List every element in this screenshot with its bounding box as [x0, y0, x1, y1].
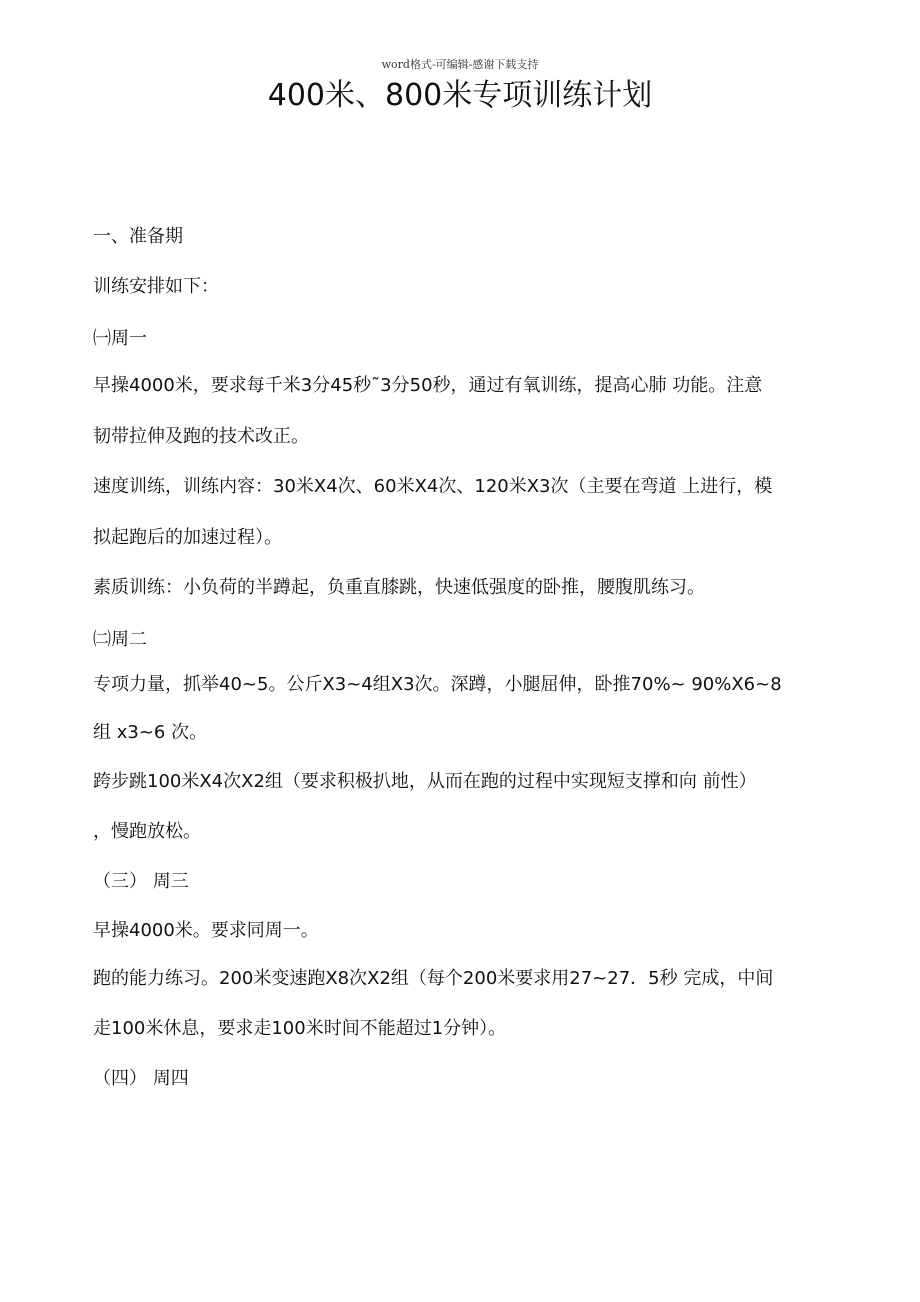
paragraph-line: 速度训练，训练内容：30米X4次、60米X4次、120米X3次（主要在弯道 上进行，模: [93, 476, 773, 497]
paragraph-line: 训练安排如下：: [93, 276, 219, 297]
paragraph-line: 专项力量，抓举40~5。公斤X3~4组X3次。深蹲，小腿屈伸，卧推70%~ 90%X6~8: [93, 674, 782, 695]
day-heading-wednesday: （三） 周三: [93, 871, 189, 892]
paragraph-line: 跨步跳100米X4次X2组（要求积极扒地，从而在跑的过程中实现短支撑和向 前性）: [93, 771, 757, 792]
day-heading-monday: ㈠周一: [93, 328, 147, 349]
paragraph-line: 跑的能力练习。200米变速跑X8次X2组（每个200米要求用27~27．5秒 完成，中间: [93, 968, 774, 989]
paragraph-line: ，慢跑放松。: [93, 821, 201, 842]
paragraph-line: 韧带拉伸及跑的技术改正。: [93, 426, 309, 447]
paragraph-line: 走100米休息，要求走100米时间不能超过1分钟）。: [93, 1018, 507, 1039]
section-heading-preparation: 一、准备期: [93, 226, 183, 247]
paragraph-line: 组 x3~6 次。: [93, 722, 208, 743]
paragraph-line: 素质训练：小负荷的半蹲起，负重直膝跳，快速低强度的卧推，腰腹肌练习。: [93, 577, 705, 598]
day-heading-thursday: （四） 周四: [93, 1068, 189, 1089]
paragraph-line: 早操4000米。要求同周一。: [93, 920, 319, 941]
paragraph-line: 拟起跑后的加速过程）。: [93, 527, 282, 548]
day-heading-tuesday: ㈡周二: [93, 629, 147, 650]
page-title: 400米、800米专项训练计划: [267, 78, 653, 113]
header-note: word格式-可编辑-感谢下载支持: [381, 58, 539, 71]
paragraph-line: 早操4000米，要求每千米3分45秒˜3分50秒，通过有氧训练，提高心肺 功能。注意: [93, 375, 763, 396]
